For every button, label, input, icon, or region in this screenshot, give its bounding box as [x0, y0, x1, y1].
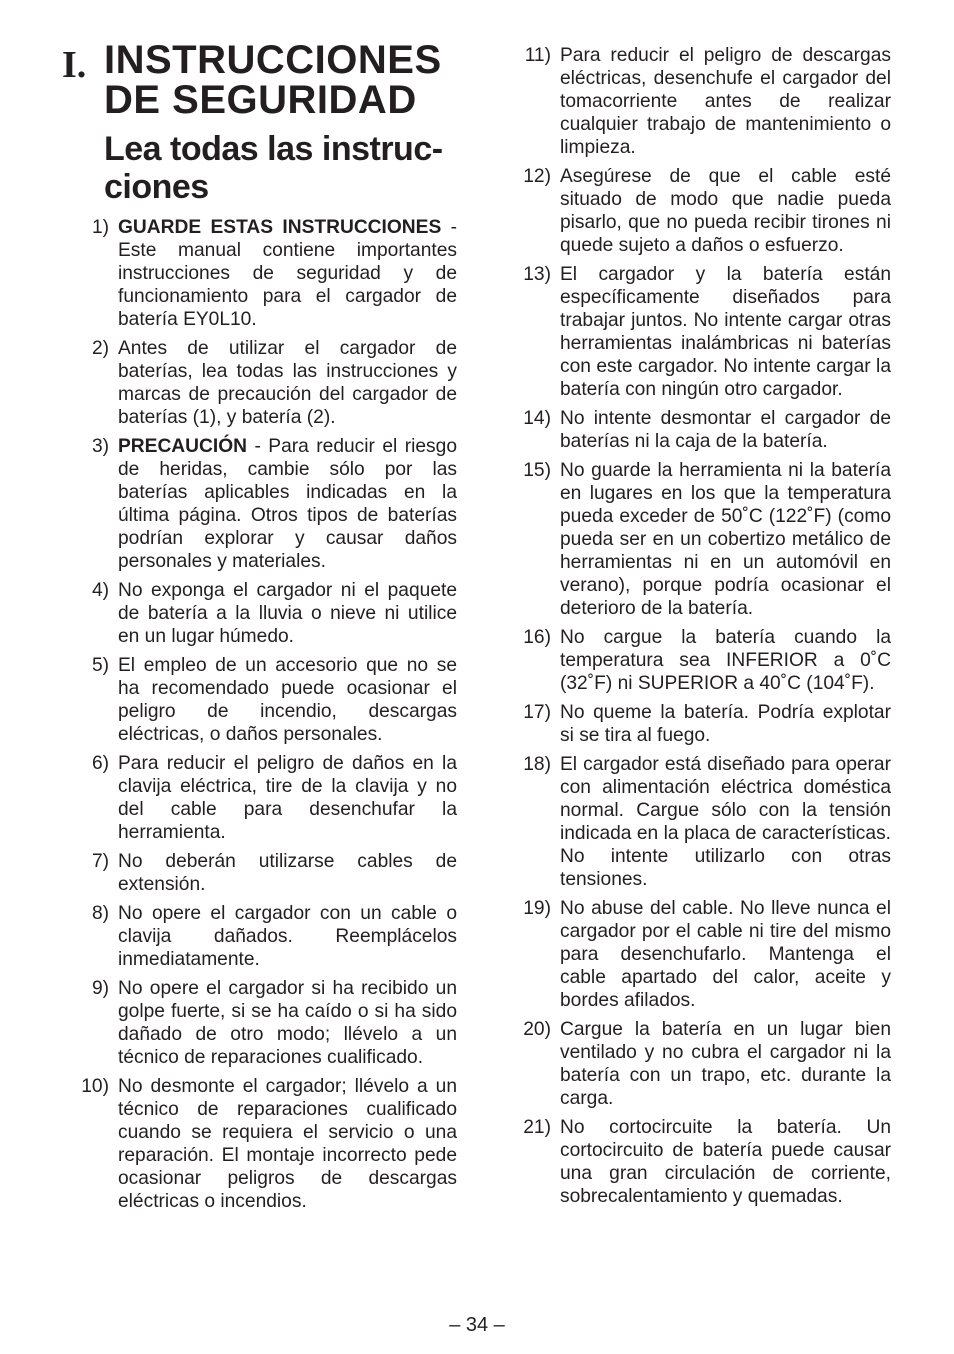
item-text	[118, 850, 457, 896]
item-number: 12)	[523, 166, 551, 187]
item-text	[560, 1018, 891, 1110]
item-text	[560, 626, 891, 695]
list-item	[62, 902, 457, 971]
item-body: No cargue la batería cuando la temperatura sea INFERIOR a 0˚C (32˚F) ni SUPERIOR a 40˚C (104˚F).	[560, 627, 891, 694]
section-subtitle-line-1: Lea todas las instruc-	[104, 130, 443, 168]
item-number: 17)	[523, 702, 551, 723]
right-instruction-list	[505, 44, 891, 1214]
left-instruction-list	[62, 216, 457, 1219]
item-number: 13)	[523, 264, 551, 285]
item-body: Antes de utilizar el cargador de baterías, lea todas las instrucciones y marcas de precaución del cargador de baterías (1), y batería (2).	[118, 338, 457, 428]
list-item	[505, 44, 891, 159]
item-body: El cargador y la batería están específicamente diseñados para trabajar juntos. No intente cargar otras herramientas inalámbricas ni baterías con este cargador. No intente cargar la batería con ningún otro cargador.	[560, 264, 891, 400]
item-number: 9)	[91, 978, 109, 999]
section-roman-numeral: I.	[62, 44, 87, 86]
item-text	[118, 654, 457, 746]
item-body: No deberán utilizarse cables de extensión.	[118, 851, 457, 895]
item-number: 8)	[91, 903, 109, 924]
item-text	[118, 752, 457, 844]
page-number: – 34 –	[449, 1314, 505, 1336]
list-item	[62, 1075, 457, 1213]
item-text	[560, 165, 891, 257]
list-item	[62, 435, 457, 573]
item-body: No opere el cargador con un cable o clavija dañados. Reemplácelos inmediatamente.	[118, 903, 457, 970]
item-text	[118, 977, 457, 1069]
item-number: 5)	[91, 655, 109, 676]
item-text	[118, 337, 457, 429]
item-number: 14)	[523, 408, 551, 429]
section-subtitle-line-2: ciones	[104, 168, 209, 206]
list-item	[62, 977, 457, 1069]
list-item	[505, 263, 891, 401]
item-number: 21)	[523, 1117, 551, 1138]
item-body: Cargue la batería en un lugar bien ventilado y no cubra el cargador ni la batería con un trapo, etc. durante la carga.	[560, 1019, 891, 1109]
list-item	[62, 654, 457, 746]
item-body: Para reducir el peligro de daños en la clavija eléctrica, tire de la clavija y no del cable para desenchufar la herramienta.	[118, 753, 457, 843]
item-number: 4)	[91, 580, 109, 601]
item-text	[560, 753, 891, 891]
list-item	[505, 1116, 891, 1208]
item-text	[118, 1075, 457, 1213]
item-text	[560, 263, 891, 401]
item-number: 6)	[91, 753, 109, 774]
item-body: No intente desmontar el cargador de baterías ni la caja de la batería.	[560, 408, 891, 452]
list-item	[62, 216, 457, 331]
list-item	[62, 337, 457, 429]
list-item	[505, 165, 891, 257]
item-body: No queme la batería. Podría explotar si se tira al fuego.	[560, 702, 891, 746]
list-item	[505, 753, 891, 891]
item-text	[118, 216, 457, 331]
item-body: No abuse del cable. No lleve nunca el cargador por el cable ni tire del mismo para desenchufarlo. Mantenga el cable apartado del calor, aceite y bordes afilados.	[560, 898, 891, 1011]
list-item	[505, 407, 891, 453]
item-body: No opere el cargador si ha recibido un golpe fuerte, si se ha caído o si ha sido dañado de otro modo; llévelo a un técnico de reparaciones cualificado.	[118, 978, 457, 1068]
list-item	[62, 579, 457, 648]
item-number: 2)	[91, 338, 109, 359]
item-bold-label: GUARDE ESTAS INSTRUCCIONES	[118, 217, 442, 238]
list-item	[62, 752, 457, 844]
item-body: - Para reducir el riesgo de heridas, cambie sólo por las baterías aplicables indicadas en la última página. Otros tipos de baterías podrían explorar y causar daños personales y materiales.	[118, 436, 457, 572]
item-text	[560, 407, 891, 453]
item-number: 7)	[91, 851, 109, 872]
list-item	[505, 1018, 891, 1110]
item-number: 18)	[523, 754, 551, 775]
item-bold-label: PRECAUCIÓN	[118, 436, 247, 457]
item-body: Asegúrese de que el cable esté situado de modo que nadie pueda pisarlo, que no pueda recibir tirones ni quede sujeto a daños o esfuerzo.	[560, 166, 891, 256]
item-number: 15)	[523, 460, 551, 481]
item-body: El empleo de un accesorio que no se ha recomendado puede ocasionar el peligro de incendio, descargas eléctricas, o daños personales.	[118, 655, 457, 745]
list-item	[505, 701, 891, 747]
list-item	[505, 459, 891, 620]
item-number: 3)	[91, 436, 109, 457]
item-number: 20)	[523, 1019, 551, 1040]
item-number: 11)	[524, 45, 551, 66]
item-body: El cargador está diseñado para operar con alimentación eléctrica doméstica normal. Cargue sólo con la tensión indicada en la placa de características. No intente utilizarlo con otras tensiones.	[560, 754, 891, 890]
item-number: 19)	[523, 898, 551, 919]
list-item	[62, 850, 457, 896]
item-body: No guarde la herramienta ni la batería en lugares en los que la temperatura pueda exceder de 50˚C (122˚F) (como pueda ser en un cobertizo metálico de herramientas ni en un automóvil en verano), porque podría ocasionar el deterioro de la batería.	[560, 460, 891, 619]
list-item	[505, 897, 891, 1012]
item-text	[560, 459, 891, 620]
item-text	[560, 897, 891, 1012]
item-text	[560, 701, 891, 747]
section-title-line-2: DE SEGURIDAD	[104, 78, 417, 122]
item-body: Para reducir el peligro de descargas eléctricas, desenchufe el cargador del tomacorriente antes de realizar cualquier trabajo de mantenimiento o limpieza.	[560, 45, 891, 158]
item-text	[560, 44, 891, 159]
item-body: - Este manual contiene importantes instrucciones de seguridad y de funcionamiento para el cargador de batería EY0L10.	[118, 217, 457, 330]
item-body: No exponga el cargador ni el paquete de batería a la lluvia o nieve ni utilice en un lugar húmedo.	[118, 580, 457, 647]
item-text	[118, 579, 457, 648]
item-text	[118, 435, 457, 573]
item-number: 16)	[523, 627, 551, 648]
section-title-line-1: INSTRUCCIONES	[104, 38, 442, 82]
item-number: 10)	[81, 1076, 109, 1097]
section-heading	[62, 40, 462, 206]
list-item	[505, 626, 891, 695]
item-number: 1)	[91, 217, 109, 238]
item-body: No cortocircuite la batería. Un cortocircuito de batería puede causar una gran circulación de corriente, sobrecalentamiento y quemadas.	[560, 1117, 891, 1207]
item-body: No desmonte el cargador; llévelo a un técnico de reparaciones cualificado cuando se requiera el servicio o una reparación. El montaje incorrecto pede ocasionar peligros de descargas eléctricas o incendios.	[118, 1076, 457, 1212]
item-text	[560, 1116, 891, 1208]
item-text	[118, 902, 457, 971]
